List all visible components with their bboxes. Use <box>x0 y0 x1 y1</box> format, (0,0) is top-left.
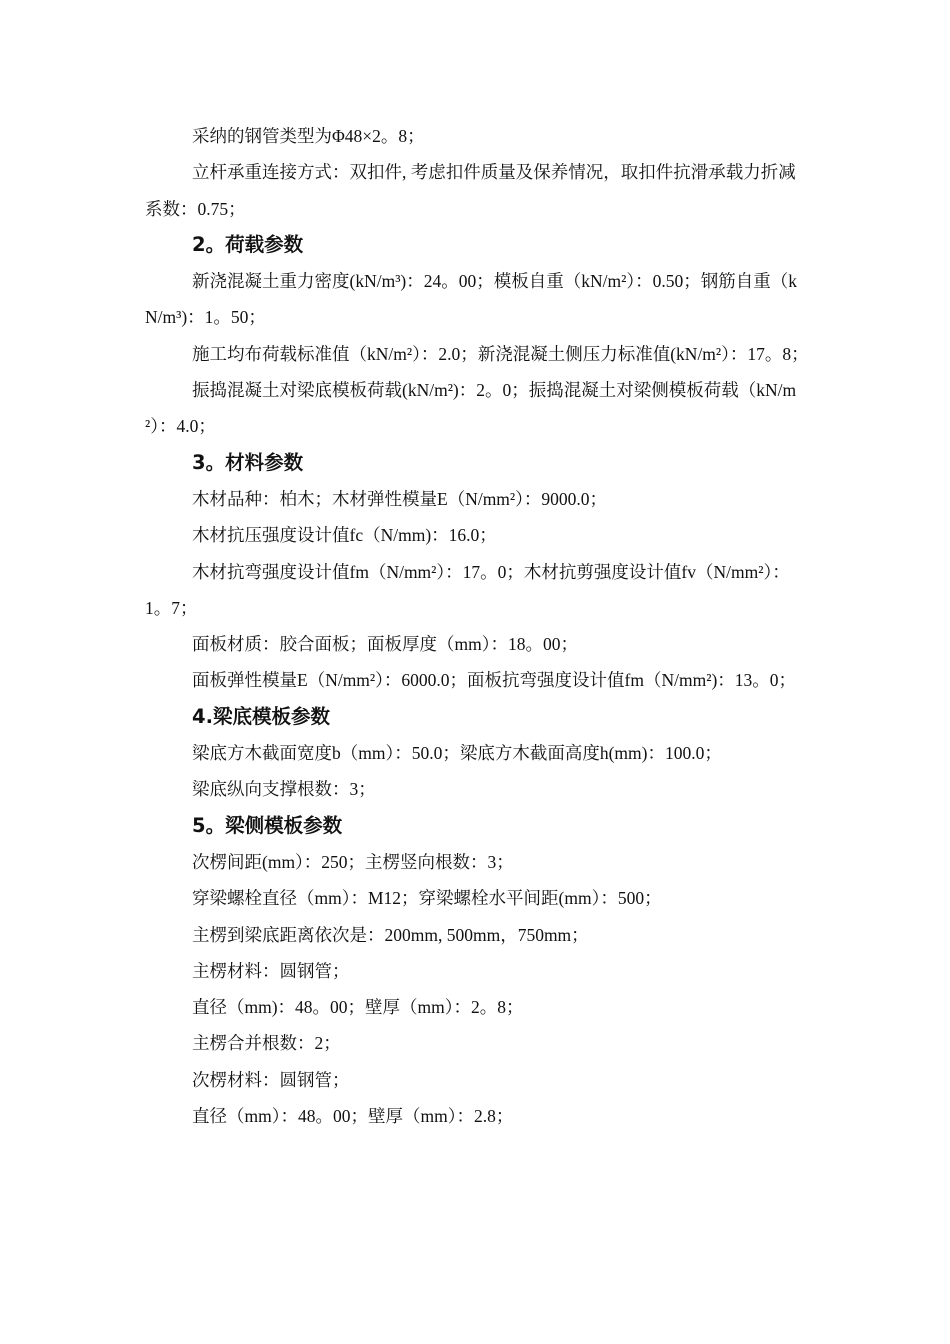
heading-beam-side-parameters: 5。梁侧模板参数 <box>192 813 343 837</box>
paragraph-concrete-density: 新浇混凝土重力密度(kN/m³)：24。00；模板自重（kN/m²）：0.50；钢筋自重（kN/m³)：1。50； <box>145 271 797 328</box>
paragraph-steel-tube-type: 采纳的钢管类型为Φ48×2。8； <box>192 126 425 146</box>
paragraph-secondary-ridge-dimensions: 直径（mm）：48。00；壁厚（mm）：2.8； <box>192 1106 514 1127</box>
document-body <box>145 118 810 1134</box>
paragraph-bolt-diameter: 穿梁螺栓直径（mm）：M12；穿梁螺栓水平间距(mm）：500； <box>192 888 662 909</box>
paragraph-main-ridge-dimensions: 直径（mm)：48。00；壁厚（mm）：2。8； <box>192 997 524 1018</box>
heading-material-parameters: 3。材料参数 <box>192 450 304 474</box>
paragraph-panel-modulus: 面板弹性模量E（N/mm²）：6000.0；面板抗弯强度设计值fm（N/mm²)：13。0； <box>192 670 797 691</box>
paragraph-main-ridge-material: 主楞材料：圆钢管； <box>192 960 350 981</box>
paragraph-construction-load: 施工均布荷载标准值（kN/m²）：2.0；新浇混凝土侧压力标准值(kN/m²）：17。8； <box>192 343 809 364</box>
paragraph-panel-material: 面板材质：胶合面板；面板厚度（mm）：18。00； <box>192 634 578 655</box>
heading-load-parameters: 2。荷载参数 <box>192 232 304 256</box>
paragraph-beam-bottom-supports: 梁底纵向支撑根数：3； <box>192 779 376 800</box>
heading-beam-bottom-parameters: 4.梁底模板参数 <box>192 704 330 728</box>
paragraph-beam-bottom-section: 梁底方木截面宽度b（mm）：50.0；梁底方木截面高度h(mm)：100.0； <box>192 743 722 764</box>
paragraph-pole-connection: 立杆承重连接方式：双扣件, 考虑扣件质量及保养情况，取扣件抗滑承载力折减系数：0.75； <box>145 162 796 219</box>
paragraph-wood-type: 木材品种：柏木；木材弹性模量E（N/mm²）：9000.0； <box>192 488 608 509</box>
paragraph-wood-compression: 木材抗压强度设计值fc（N/mm)：16.0； <box>192 525 497 546</box>
paragraph-main-ridge-count: 主楞合并根数：2； <box>192 1033 341 1054</box>
paragraph-vibration-load: 振捣混凝土对梁底模板荷载(kN/m²)：2。0；振捣混凝土对梁侧模板荷载（kN/m²）：4.0； <box>145 380 797 437</box>
paragraph-wood-bending-shear: 木材抗弯强度设计值fm（N/mm²）：17。0；木材抗剪强度设计值fv（N/mm²）：1。7； <box>145 561 790 618</box>
paragraph-secondary-ridge-spacing: 次楞间距(mm）：250；主楞竖向根数：3； <box>192 851 514 872</box>
paragraph-secondary-ridge-material: 次楞材料：圆钢管； <box>192 1069 350 1090</box>
paragraph-main-ridge-distances: 主楞到梁底距离依次是：200mm, 500mm，750mm； <box>192 924 589 945</box>
